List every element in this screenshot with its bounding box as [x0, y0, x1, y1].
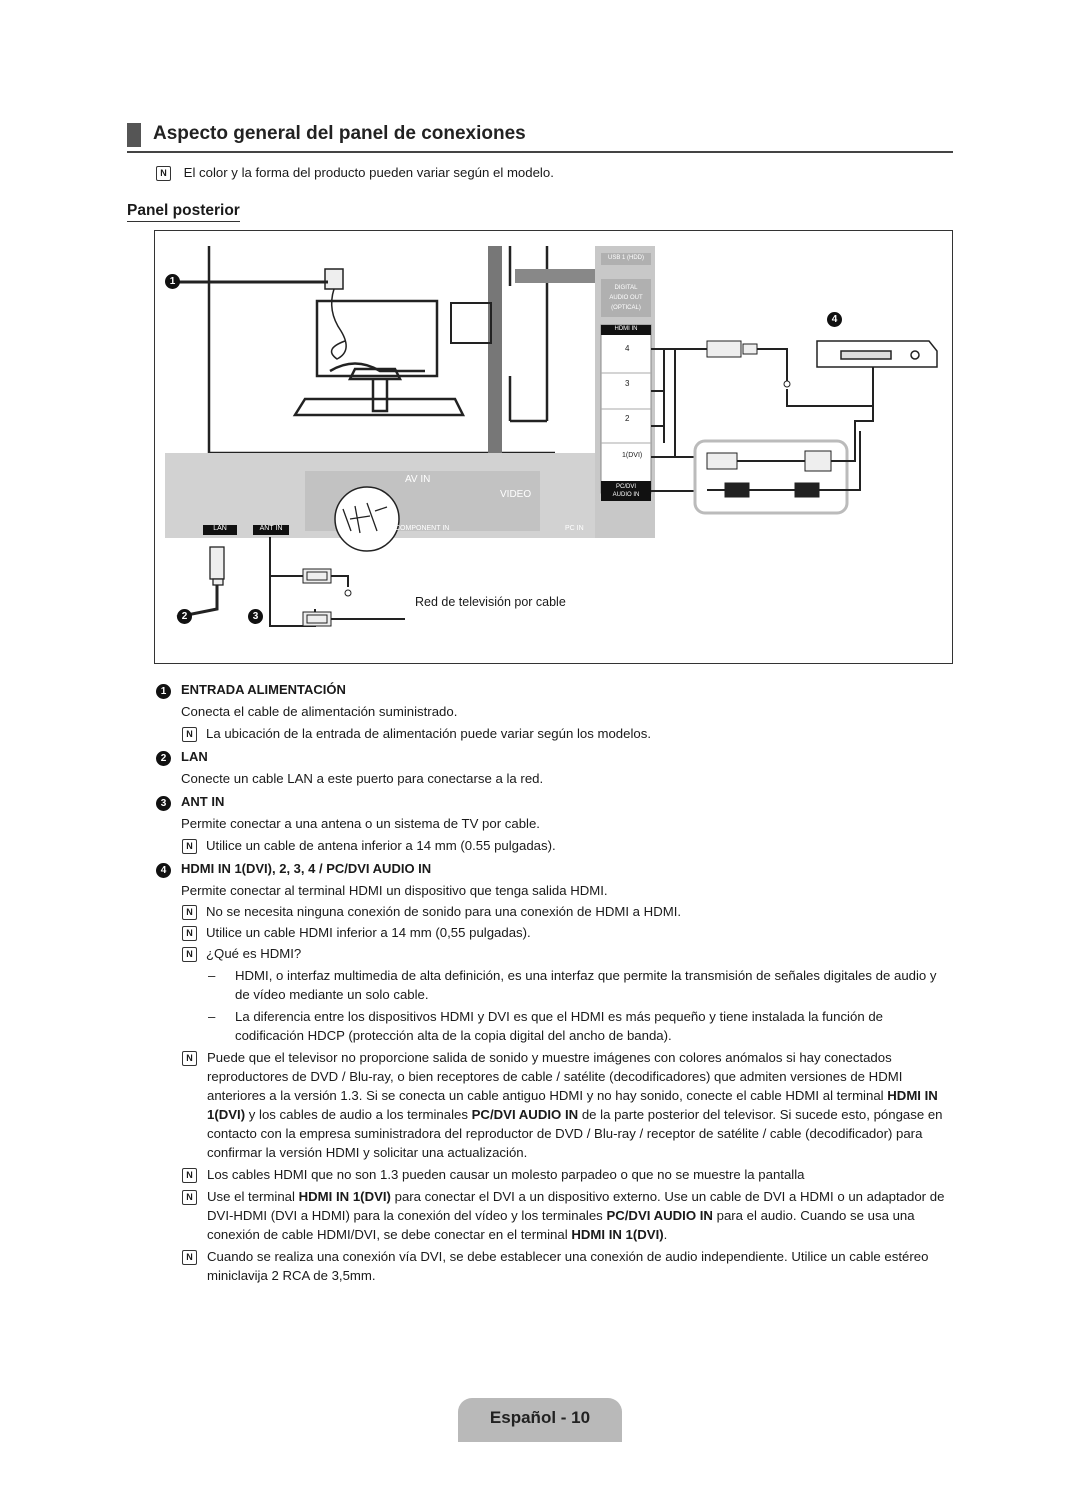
item-ant-in	[156, 794, 946, 855]
power-cord	[325, 269, 346, 359]
item-heading: ENTRADA ALIMENTACIÓN	[181, 682, 346, 697]
connector-list	[156, 682, 946, 1285]
item-number: 3	[156, 796, 171, 811]
item-note: N ¿Qué es HDMI?	[182, 944, 946, 963]
av-in-label: AV IN	[405, 474, 431, 485]
wall-outlet	[345, 590, 351, 596]
section-header	[127, 121, 953, 153]
callout-2: 2	[177, 609, 192, 624]
rear-panel-diagram	[154, 230, 953, 664]
lan-label: LAN	[213, 525, 227, 532]
ant-connector-2	[303, 612, 331, 626]
item-note: N Utilice un cable HDMI inferior a 14 mm (0,55 pulgadas).	[182, 923, 946, 942]
page-number: Español - 10	[489, 1408, 591, 1427]
item-lan	[156, 749, 946, 788]
pc-dvi-label: PC/DVI AUDIO IN	[612, 484, 640, 498]
ant-in-label: ANT IN	[259, 525, 283, 532]
panel-bracket	[451, 303, 491, 343]
ant-wall-lines	[331, 576, 405, 619]
subtitle: Panel posterior	[127, 202, 240, 222]
panel-bar	[515, 269, 595, 283]
video-label: VIDEO	[500, 489, 532, 500]
item-description: Conecte un cable LAN a este puerto para conectarse a la red.	[181, 771, 544, 786]
hdmi-port-4: 4	[625, 344, 630, 353]
note-icon: N	[182, 1051, 197, 1066]
hdmi-connector-top	[707, 341, 757, 357]
item-note: N Utilice un cable de antena inferior a 14 mm (0.55 pulgadas).	[182, 836, 946, 855]
cable-network-label: Red de televisión por cable	[415, 595, 566, 609]
note-dvi-audio: N Cuando se realiza una conexión vía DVI, se debe establecer una conexión de audio independiente. Utilice un cable estéreo miniclavija 2 RCA de 3,5mm.	[182, 1247, 946, 1285]
usb-label: USB 1 (HDD)	[607, 255, 644, 261]
item-heading: ANT IN	[181, 794, 225, 809]
hdmi-bus	[651, 349, 695, 491]
tv-outline	[209, 246, 555, 453]
dash-item: – La diferencia entre los dispositivos HDMI y DVI es que el HDMI es más pequeño y tiene instalada la función de codificación HDCP (protección alta de la copia digital del ancho de banda).	[208, 1009, 883, 1043]
item-description: Conecta el cable de alimentación suministrado.	[181, 704, 458, 719]
hdmi-port-1: 1(DVI)	[622, 452, 643, 459]
hdmi-in-label: HDMI IN	[614, 326, 638, 332]
callout-3: 3	[248, 609, 263, 624]
callout-1: 1	[165, 274, 180, 289]
hdmi-port-3: 3	[625, 379, 630, 388]
hdmi-port-2: 2	[625, 414, 630, 423]
item-number: 2	[156, 751, 171, 766]
item-power-in	[156, 682, 946, 743]
item-number: 1	[156, 684, 171, 699]
page-title: Aspecto general del panel de conexiones	[153, 123, 526, 144]
note-dvi-terminal: N Use el terminal HDMI IN 1(DVI) para conectar el DVI a un dispositivo externo. Use un cable de DVI a HDMI o un adaptador de DVI-HDMI (DVI a HDMI) para la conexión del vídeo y los terminales PC/DVI AUDIO IN para el audio. Cuando se usa una conexión de cable HDMI/DVI, se debe conectar en el terminal HDMI IN 1(DVI).	[182, 1187, 946, 1244]
item-note: N No se necesita ninguna conexión de sonido para una conexión de HDMI a HDMI.	[182, 902, 946, 921]
bd-player	[817, 341, 937, 367]
panel-pillar	[488, 246, 502, 456]
note-icon: N	[156, 166, 171, 181]
optical-label: DIGITAL AUDIO OUT (OPTICAL)	[609, 285, 643, 311]
item-number: 4	[156, 863, 171, 878]
item-note: N La ubicación de la entrada de alimentación puede variar según los modelos.	[182, 724, 946, 743]
ant-connector-1	[303, 569, 331, 583]
note-icon: N	[182, 1190, 197, 1205]
page-footer	[458, 1398, 622, 1442]
lan-plug	[210, 547, 224, 585]
note-icon: N	[182, 947, 197, 962]
item-hdmi-in	[156, 861, 946, 1285]
note-icon: N	[182, 727, 197, 742]
item-heading: LAN	[181, 749, 208, 764]
note-hdmi-version: N Puede que el televisor no proporcione salida de sonido y muestre imágenes con colores anómalos si hay conectados reproductores de DVD / Blu-ray, o bien receptores de cable / satélite (decodificadores) que admiten versiones de HDMI anteriores a la versión 1.3. Si se conecta un cable antiguo HDMI y no hay sonido, conecte el cable HDMI al terminal HDMI IN 1(DVI) y los cables de audio a los terminales PC/DVI AUDIO IN de la parte posterior del televisor. Si sucede esto, póngase en contacto con la empresa suministradora del reproductor de DVD / Blu-ray / receptor de satélite / cable (decodificador) para confirmar la versión HDMI y solicitar una actualización.	[182, 1048, 946, 1162]
item-heading: HDMI IN 1(DVI), 2, 3, 4 / PC/DVI AUDIO IN	[181, 861, 432, 876]
note-icon: N	[182, 926, 197, 941]
section-bar	[127, 123, 141, 147]
item-description: Permite conectar a una antena o un sistema de TV por cable.	[181, 816, 540, 831]
component-label: COMPONENT IN	[395, 525, 450, 532]
magnifier-circle	[335, 487, 399, 551]
pc-in-label: PC IN	[565, 525, 584, 532]
item-description: Permite conectar al terminal HDMI un dispositivo que tenga salida HDMI.	[181, 883, 608, 898]
note-flicker: N Los cables HDMI que no son 1.3 pueden causar un molesto parpadeo o que no se muestre la pantalla	[182, 1165, 946, 1184]
intro-note	[156, 163, 554, 182]
note-icon: N	[182, 839, 197, 854]
note-icon: N	[182, 905, 197, 920]
note-icon: N	[182, 1250, 197, 1265]
callout-4: 4	[827, 312, 842, 327]
note-icon: N	[182, 1168, 197, 1183]
dash-item: – HDMI, o interfaz multimedia de alta definición, es una interfaz que permite la transmisión de señales digitales de audio y de vídeo mediante un solo cable.	[208, 968, 937, 1002]
intro-note-text: El color y la forma del producto pueden variar según el modelo.	[183, 165, 554, 180]
